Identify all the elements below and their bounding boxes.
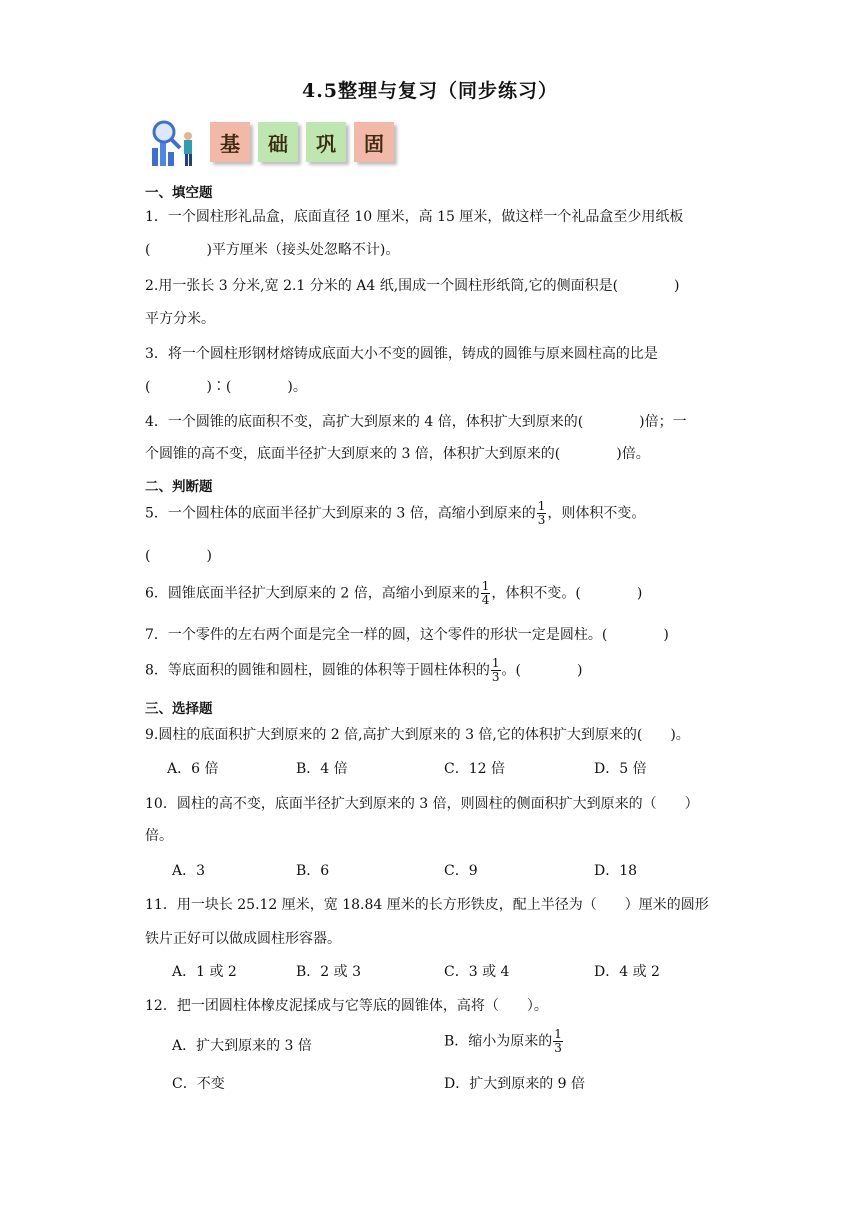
banner-tile-1-text: 基	[220, 131, 240, 156]
section-heading-fill-blank: 一、填空题	[145, 185, 213, 201]
question-8	[145, 657, 582, 684]
banner-tile-2	[258, 122, 298, 162]
question-12-option-d[interactable]: D．扩大到原来的 9 倍	[444, 1076, 586, 1092]
question-8-fraction	[491, 657, 501, 684]
section-heading-true-false: 二、判断题	[145, 479, 213, 495]
question-11-line-2: 铁片正好可以做成圆柱形容器。	[145, 931, 341, 947]
question-5-text-pre: 5．一个圆柱体的底面半径扩大到原来的 3 倍，高缩小到原来的	[145, 505, 536, 522]
question-8-text-pre: 8．等底面积的圆锥和圆柱，圆锥的体积等于圆柱体积的	[145, 662, 490, 679]
question-5-line-2: ( )	[145, 548, 212, 564]
question-12-option-b-numerator: 1	[554, 1027, 562, 1041]
question-6-denominator: 4	[481, 593, 490, 607]
question-8-numerator: 1	[491, 656, 500, 670]
question-9-option-d[interactable]: D．5 倍	[594, 761, 647, 777]
question-5-fraction	[537, 500, 547, 527]
banner-tile-3	[306, 122, 346, 162]
question-11-line-1: 11．用一块长 25.12 厘米，宽 18.84 厘米的长方形铁皮，配上半径为（ ）厘米的圆形	[145, 897, 709, 913]
page-title: 4.5整理与复习（同步练习）	[301, 80, 559, 102]
banner-tile-3-text: 巩	[316, 131, 336, 156]
question-11-option-d[interactable]: D．4 或 2	[594, 964, 660, 980]
question-12-option-b-fraction	[553, 1028, 563, 1055]
question-12-option-b-text: B．缩小为原来的	[444, 1033, 553, 1050]
question-5-numerator: 1	[537, 499, 546, 513]
question-12-line-1: 12．把一团圆柱体橡皮泥揉成与它等底的圆锥体，高将（ ）。	[145, 998, 548, 1014]
question-10-line-1: 10．圆柱的高不变，底面半径扩大到原来的 3 倍，则圆柱的侧面积扩大到原来的（ ）	[145, 796, 699, 812]
question-2-line-1: 2.用一张长 3 分米,宽 2.1 分米的 A4 纸,围成一个圆柱形纸筒,它的侧面积是( )	[145, 278, 680, 294]
question-12-option-c[interactable]: C．不变	[172, 1076, 225, 1092]
question-8-denominator: 3	[491, 670, 500, 684]
question-6-text-pre: 6．圆锥底面半径扩大到原来的 2 倍，高缩小到原来的	[145, 585, 480, 602]
question-3-line-2: ( )∶( )。	[145, 379, 307, 395]
question-10-option-d[interactable]: D．18	[594, 863, 638, 879]
banner-tile-2-text: 础	[268, 131, 288, 156]
question-10-line-2: 倍。	[145, 828, 173, 844]
question-9-option-a[interactable]: A．6 倍	[167, 761, 219, 777]
question-6	[145, 580, 642, 607]
question-10-option-b[interactable]: B．6	[296, 863, 330, 879]
question-12-option-b[interactable]	[444, 1028, 564, 1055]
question-10-option-a[interactable]: A．3	[172, 863, 206, 879]
question-6-fraction	[481, 580, 491, 607]
question-5-line-1	[145, 500, 645, 527]
question-1-line-1: 1．一个圆柱形礼品盒，底面直径 10 厘米，高 15 厘米，做这样一个礼品盒至少用纸板	[145, 209, 684, 225]
question-11-option-b[interactable]: B．2 或 3	[296, 964, 362, 980]
question-5-text-post: ，则体积不变。	[547, 505, 646, 522]
question-6-text-post: ，体积不变。( )	[491, 585, 643, 602]
banner-tile-4	[354, 122, 394, 162]
question-11-option-a[interactable]: A．1 或 2	[172, 964, 237, 980]
question-2-line-2: 平方分米。	[145, 311, 215, 327]
question-5-denominator: 3	[537, 513, 546, 527]
question-8-text-post: 。( )	[501, 662, 583, 679]
question-1-line-2: ( )平方厘米（接头处忽略不计)。	[145, 242, 400, 258]
question-9-option-c[interactable]: C．12 倍	[444, 761, 505, 777]
question-12-option-a[interactable]: A．扩大到原来的 3 倍	[172, 1038, 312, 1054]
question-11-option-c[interactable]: C．3 或 4	[444, 964, 510, 980]
question-4-line-1: 4．一个圆锥的底面积不变，高扩大到原来的 4 倍，体积扩大到原来的( )倍；一	[145, 414, 687, 430]
banner-tile-4-text: 固	[364, 131, 384, 156]
question-7: 7．一个零件的左右两个面是完全一样的圆，这个零件的形状一定是圆柱。( )	[145, 627, 669, 643]
question-6-numerator: 1	[481, 579, 490, 593]
section-banner	[146, 118, 406, 170]
question-9-option-b[interactable]: B．4 倍	[296, 761, 348, 777]
question-3-line-1: 3．将一个圆柱形钢材熔铸成底面大小不变的圆锥，铸成的圆锥与原来圆柱高的比是	[145, 346, 658, 362]
question-12-option-b-denominator: 3	[554, 1041, 562, 1055]
question-10-option-c[interactable]: C．9	[444, 863, 478, 879]
question-4-line-2: 个圆锥的高不变，底面半径扩大到原来的 3 倍，体积扩大到原来的( )倍。	[145, 446, 650, 462]
question-9-line-1: 9.圆柱的底面积扩大到原来的 2 倍,高扩大到原来的 3 倍,它的体积扩大到原来的( )。	[145, 727, 690, 743]
magnifier-chart-icon	[146, 118, 206, 170]
section-heading-multiple-choice: 三、选择题	[145, 701, 213, 717]
banner-tile-1	[210, 122, 250, 162]
